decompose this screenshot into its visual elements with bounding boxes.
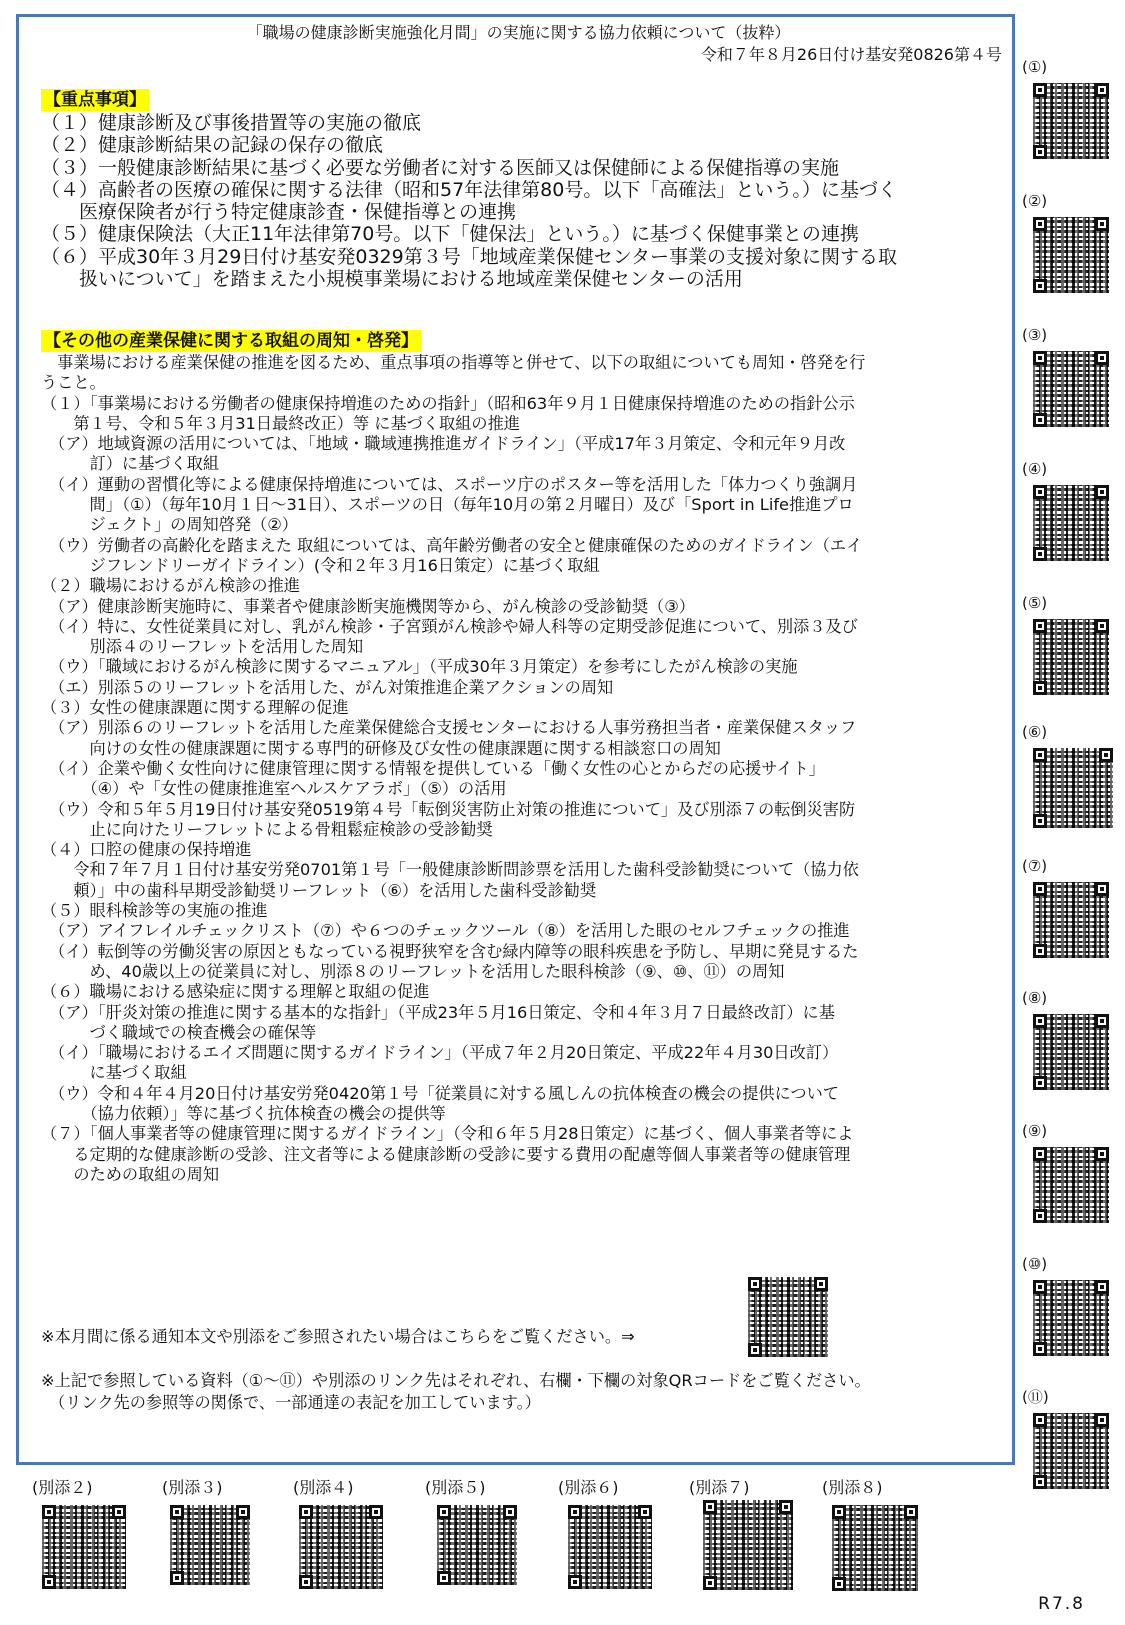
revision-mark: R7.8 [1038,1594,1085,1614]
list-item: め、40歳以上の従業員に対し、別添８のリーフレットを活用した眼科検診（⑨、⑩、⑪）の周知 [41,961,785,981]
list-item: （ア）地域資源の活用については、「地域・職域連携推進ガイドライン」（平成17年３月策定、令和元年９月改 [41,434,846,454]
attachment-8-qr[interactable] [832,1505,918,1591]
key-items-heading: 【重点事項】 [41,89,149,111]
qr-code-1[interactable] [1033,83,1109,159]
list-item: ジェクト」の周知啓発（②） [41,515,298,535]
attachment-label: (別添３) [162,1478,223,1497]
qr-label: (⑥) [1022,723,1048,741]
list-item: （ウ）令和４年４月20日付け基安労発0420第１号「従業員に対する風しんの抗体検査の機会の提供について [41,1083,839,1103]
list-item: 間」（①）（毎年10月１日～31日）、スポーツの日（毎年10月の第２月曜日）及び「Sport in Life推進プロ [41,495,854,515]
attachment-2-qr[interactable] [42,1505,126,1589]
list-item: 事業場における産業保健の推進を図るため、重点事項の指導等と併せて、以下の取組についても周知・啓発を行 [41,353,866,372]
attachment-label: (別添２) [32,1478,93,1497]
qr-code-10[interactable] [1033,1280,1109,1356]
qr-code-3[interactable] [1033,351,1109,427]
list-item: 訂）に基づく取組 [41,454,220,474]
qr-label: (②) [1022,192,1048,210]
list-item: （２）健康診断結果の記録の保存の徹底 [41,134,384,157]
list-item: （エ）別添５のリーフレットを活用した、がん対策推進企業アクションの周知 [41,677,614,697]
list-item: （３）女性の健康課題に関する理解の促進 [41,698,349,718]
list-item: （ウ）労働者の高齢化を踏まえた 取組については、高年齢労働者の安全と健康確保のためのガイドライン（エイ [41,535,863,555]
list-item: づく職域での検査機会の確保等 [41,1022,317,1042]
attachment-label: (別添６) [558,1478,619,1497]
list-item: （１）健康診断及び事後措置等の実施の徹底 [41,112,422,134]
qr-label: (⑦) [1022,857,1048,875]
list-item: （４）口腔の健康の保持増進 [41,840,252,860]
main-notice-box [16,14,1015,1465]
list-item: （２）職場におけるがん検診の推進 [41,576,300,596]
attachment-label: (別添７) [689,1478,750,1497]
attachment-label: (別添５) [425,1478,486,1497]
qr-code-5[interactable] [1033,619,1109,695]
qr-label: (⑪) [1022,1388,1049,1406]
other-initiatives-list [41,353,1002,1185]
qr-label: (⑩) [1022,1255,1048,1273]
qr-label: (⑧) [1022,989,1048,1007]
list-item: （３）一般健康診断結果に基づく必要な労働者に対する医師又は保健師による保健指導の実施 [41,156,840,179]
qr-code-8[interactable] [1033,1014,1109,1090]
qr-label: (④) [1022,460,1048,478]
list-item: （ア）アイフレイルチェックリスト（⑦）や６つのチェックツール（⑧）を活用した眼のセルフチェックの推進 [41,921,850,941]
list-item: （６）平成30年３月29日付け基安発0329第３号「地域産業保健センター事業の支援対象に関する取 [41,245,897,268]
list-item: （ア）健康診断実施時に、事業者や健康診断実施機関等から、がん検診の受診勧奨（③） [41,596,695,616]
list-item: （イ）特に、女性従業員に対し、乳がん検診・子宮頸がん検診や婦人科等の定期受診促進について、別添３及び [41,616,858,636]
qr-code-2[interactable] [1033,217,1109,293]
list-item: （５）眼科検診等の実施の推進 [41,901,268,921]
attachment-7-qr[interactable] [703,1500,793,1590]
list-item: （ウ）「職域におけるがん検診に関するマニュアル」（平成30年３月策定）を参考にしたがん検診の実施 [41,657,798,677]
list-item: る定期的な健康診断の受診、注文者等による健康診断の受診に要する費用の配慮等個人事業者等の健康管理 [41,1144,851,1164]
qr-code-9[interactable] [1033,1147,1109,1223]
attachment-label: (別添４) [293,1478,354,1497]
list-item: ジフレンドリーガイドライン）(令和２年３月16日策定）に基づく取組 [41,555,600,575]
list-item: （６）職場における感染症に関する理解と取組の促進 [41,982,430,1002]
list-item: （協力依頼）」等に基づく抗体検査の機会の提供等 [41,1103,446,1123]
attachment-5-qr[interactable] [437,1505,517,1585]
list-item: （５）健康保険法（大正11年法律第70号。以下「健保法」という。）に基づく保健事業との連携 [41,223,859,246]
qr-code-4[interactable] [1033,485,1109,561]
list-item: （ア）「肝炎対策の推進に関する基本的な指針」（平成23年５月16日策定、令和４年３月７日最終改訂）に基 [41,1002,835,1022]
list-item: （④）や「女性の健康推進室ヘルスケアラボ」（⑤）の活用 [41,779,507,799]
qr-label: (⑤) [1022,594,1048,612]
list-item: （イ）運動の習慣化等による健康保持増進については、スポーツ庁のポスター等を活用した「体力つくり強調月 [41,474,858,494]
attachment-4-qr[interactable] [299,1505,383,1589]
qr-label: (①) [1022,58,1048,76]
list-item: （イ）企業や働く女性向けに健康管理に関する情報を提供している「働く女性の心とからだの応援サイト」 [41,758,825,778]
list-item: （１）「事業場における労働者の健康保持増進のための指針」（昭和63年９月１日健康保持増進のための指針公示 [41,393,855,413]
qr-label: (⑨) [1022,1122,1048,1140]
document-title: 「職場の健康診断実施強化月間」の実施に関する協力依頼について（抜粋） [246,23,791,42]
list-item: うこと。 [41,373,106,393]
list-item: 向けの女性の健康課題に関する専門的研修及び女性の健康課題に関する相談窓口の周知 [41,738,721,758]
attachment-6-qr[interactable] [568,1505,652,1589]
list-item: 医療保険者が行う特定健康診査・保健指導との連携 [41,201,517,224]
qr-code-7[interactable] [1033,882,1109,958]
qr-guide-subnote: （リンク先の参照等の関係で、一部通達の表記を加工しています。） [41,1393,541,1412]
notice-number: 令和７年８月26日付け基安発0826第４号 [700,45,1002,64]
attachment-label: (別添８) [822,1478,883,1497]
list-item: 別添４のリーフレットを活用した周知 [41,637,364,657]
list-item: 扱いについて」を踏まえた小規模事業場における地域産業保健センターの活用 [41,268,743,291]
reference-note: ※本月間に係る通知本文や別添をご参照されたい場合はこちらをご覧ください。⇒ [41,1327,635,1346]
list-item: （７）「個人事業者等の健康管理に関するガイドライン」（令和６年５月28日策定）に基づく、個人事業者等によ [41,1124,854,1144]
key-items-list [41,112,1002,290]
list-item: （イ）「職場におけるエイズ問題に関するガイドライン」（平成７年２月20日策定、平成22年４月30日改訂） [41,1043,839,1063]
list-item: （４）高齢者の医療の確保に関する法律（昭和57年法律第80号。以下「高確法」という。）に基づく [41,178,897,201]
attachment-3-qr[interactable] [170,1505,250,1585]
qr-code-11[interactable] [1033,1413,1109,1489]
list-item: （イ）転倒等の労働災害の原因ともなっている視野狭窄を含む緑内障等の眼科疾患を予防し、早期に発見するた [41,941,859,961]
list-item: 第１号、令和５年３月31日最終改正）等 に基づく取組の推進 [41,413,520,433]
other-initiatives-heading: 【その他の産業保健に関する取組の周知・啓発】 [41,330,421,352]
qr-label: (③) [1022,326,1048,344]
list-item: 頼）」中の歯科早期受診勧奨リーフレット（⑥）を活用した歯科受診勧奨 [41,880,597,900]
list-item: （ウ）令和５年５月19日付け基安発0519第４号「転倒災害防止対策の推進について」及び別添７の転倒災害防 [41,799,856,819]
list-item: のための取組の周知 [41,1164,220,1184]
qr-code-6[interactable] [1033,748,1113,828]
list-item: に基づく取組 [41,1063,187,1083]
list-item: （ア）別添６のリーフレットを活用した産業保健総合支援センターにおける人事労務担当者・産業保健スタッフ [41,718,857,738]
main-qr-code[interactable] [748,1277,828,1357]
list-item: 令和７年７月１日付け基安労発0701第１号「一般健康診断問診票を活用した歯科受診勧奨について（協力依 [41,860,859,880]
qr-guide-note: ※上記で参照している資料（①～⑪）や別添のリンク先はそれぞれ、右欄・下欄の対象QRコードをご覧ください。 [41,1371,871,1390]
list-item: 止に向けたリーフレットによる骨粗鬆症検診の受診勧奨 [41,819,493,839]
